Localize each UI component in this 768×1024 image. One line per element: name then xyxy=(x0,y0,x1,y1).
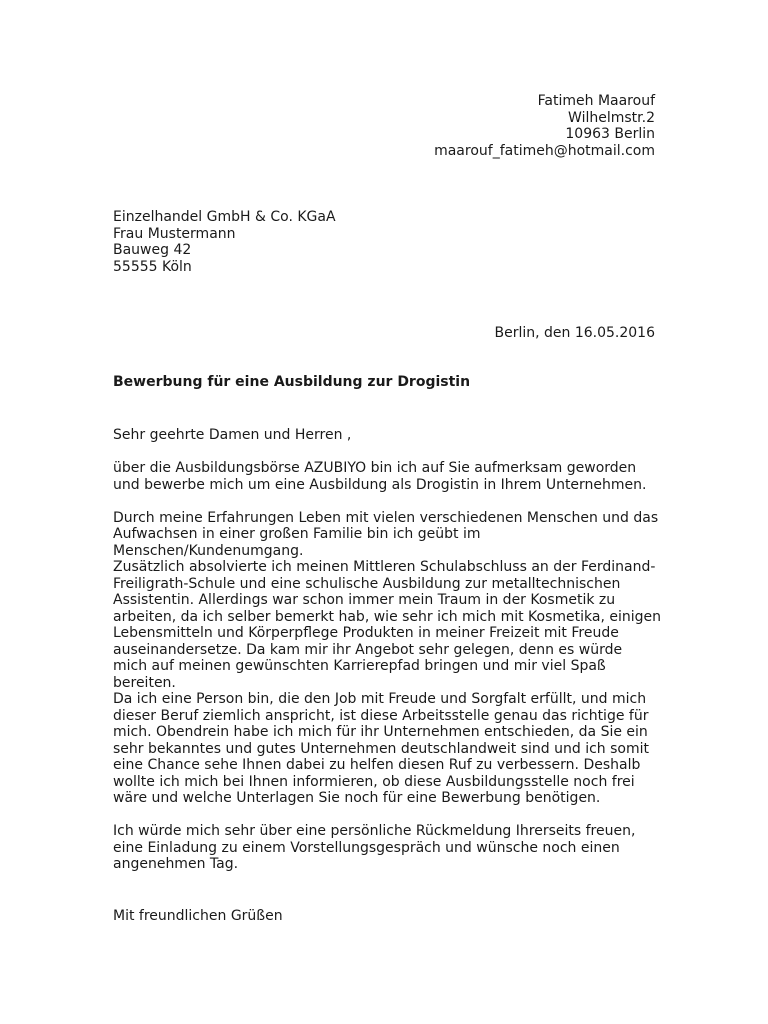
text-line: sehr bekanntes und gutes Unternehmen deutschlandweit sind und ich somit xyxy=(113,740,649,757)
letter-subject: Bewerbung für eine Ausbildung zur Drogistin xyxy=(113,374,471,390)
letter-date: Berlin, den 16.05.2016 xyxy=(494,325,655,341)
text-line: Aufwachsen in einer großen Familie bin ich geübt im xyxy=(113,526,481,542)
text-line: Menschen/Kundenumgang. xyxy=(113,542,304,559)
recipient-contact: Frau Mustermann xyxy=(113,225,236,242)
recipient-address xyxy=(113,209,336,275)
text-line: Ich würde mich sehr über eine persönliche Rückmeldung Ihrerseits freuen, xyxy=(113,823,636,839)
text-line: auseinandersetze. Da kam mir ihr Angebot sehr gelegen, denn es würde xyxy=(113,641,623,658)
text-line: Zusätzlich absolvierte ich meinen Mittleren Schulabschluss an der Ferdinand- xyxy=(113,559,656,575)
sender-street: Wilhelmstr.2 xyxy=(568,109,655,126)
paragraph-request xyxy=(113,823,663,873)
text-line: wollte ich mich bei Ihnen informieren, ob diese Ausbildungsstelle noch frei xyxy=(113,773,635,790)
text-line: arbeiten, da ich selber bemerkt hab, wie sehr ich mich mit Kosmetika, einigen xyxy=(113,608,661,625)
paragraph-intro xyxy=(113,460,663,493)
salutation xyxy=(113,427,663,444)
text-line: Lebensmitteln und Körperpflege Produkten in meiner Freizeit mit Freude xyxy=(113,625,619,641)
sender-name: Fatimeh Maarouf xyxy=(537,93,655,109)
closing-formula: Mit freundlichen Grüßen xyxy=(113,908,283,924)
text-line: bereiten. xyxy=(113,674,176,691)
paragraph-motivation xyxy=(113,510,663,807)
sender-address xyxy=(434,93,655,159)
text-line: wäre und welche Unterlagen Sie noch für eine Bewerbung benötigen. xyxy=(113,790,601,806)
text-line: Durch meine Erfahrungen Leben mit vielen verschiedenen Menschen und das xyxy=(113,509,659,526)
text-line: Freiligrath-Schule und eine schulische Ausbildung zur metalltechnischen xyxy=(113,575,621,592)
text-line: mich. Obendrein habe ich mich für ihr Unternehmen entschieden, da Sie ein xyxy=(113,724,648,740)
letter-body xyxy=(113,427,663,889)
recipient-company: Einzelhandel GmbH & Co. KGaA xyxy=(113,209,336,225)
text-line: angenehmen Tag. xyxy=(113,856,239,872)
text-line: Da ich eine Person bin, die den Job mit Freude und Sorgfalt erfüllt, und mich xyxy=(113,691,647,707)
text-line: und bewerbe mich um eine Ausbildung als Drogistin in Ihrem Unternehmen. xyxy=(113,476,647,493)
text-line: eine Chance sehe Ihnen dabei zu helfen diesen Ruf zu verbessern. Deshalb xyxy=(113,757,641,773)
salutation-line: Sehr geehrte Damen und Herren , xyxy=(113,427,352,443)
recipient-street: Bauweg 42 xyxy=(113,242,192,258)
text-line: eine Einladung zu einem Vorstellungsgespräch und wünsche noch einen xyxy=(113,839,620,856)
sender-email: maarouf_fatimeh@hotmail.com xyxy=(434,142,655,159)
text-line: über die Ausbildungsbörse AZUBIYO bin ich auf Sie aufmerksam geworden xyxy=(113,460,637,476)
text-line: Assistentin. Allerdings war schon immer mein Traum in der Kosmetik zu xyxy=(113,592,616,608)
text-line: dieser Beruf ziemlich anspricht, ist diese Arbeitsstelle genau das richtige für xyxy=(113,707,649,724)
text-line: mich auf meinen gewünschten Karrierepfad bringen und mir viel Spaß xyxy=(113,658,606,674)
sender-city: 10963 Berlin xyxy=(565,126,655,142)
recipient-city: 55555 Köln xyxy=(113,258,192,275)
